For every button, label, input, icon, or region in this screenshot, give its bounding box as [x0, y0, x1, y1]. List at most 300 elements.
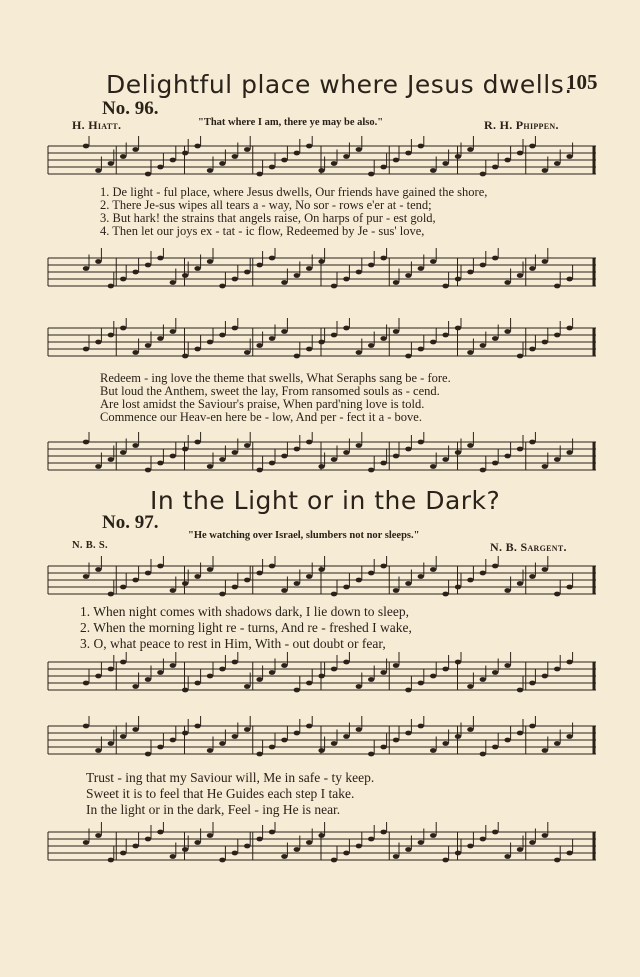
note-head: [219, 667, 225, 672]
note-head: [108, 457, 114, 462]
note-head: [343, 450, 349, 455]
note-head: [442, 592, 448, 597]
hymn-97-motto: "He watching over Israel, slumbers not nor sleeps.": [188, 530, 420, 541]
note-head: [207, 464, 213, 469]
note-head: [504, 329, 510, 334]
note-head: [504, 854, 510, 859]
note-head: [405, 581, 411, 586]
note-head: [554, 667, 560, 672]
hymn-96-treble-staff-2: [46, 318, 598, 368]
note-head: [207, 259, 213, 264]
note-head: [430, 833, 436, 838]
note-head: [157, 336, 163, 341]
note-head: [132, 147, 138, 152]
note-head: [269, 256, 275, 261]
note-head: [542, 340, 548, 345]
hymn-97-treble-staff-2: [46, 716, 598, 766]
note-head: [418, 144, 424, 149]
note-head: [455, 154, 461, 159]
note-head: [331, 284, 337, 289]
note-head: [83, 574, 89, 579]
note-head: [244, 443, 250, 448]
note-head: [294, 581, 300, 586]
hymn-96-treble-staff-1: [46, 136, 598, 186]
note-head: [95, 748, 101, 753]
note-head: [157, 461, 163, 466]
note-head: [194, 266, 200, 271]
note-head: [132, 684, 138, 689]
note-head: [566, 734, 572, 739]
note-head: [306, 574, 312, 579]
note-head: [492, 336, 498, 341]
note-head: [504, 280, 510, 285]
note-head: [120, 277, 126, 282]
note-head: [294, 151, 300, 156]
note-head: [244, 684, 250, 689]
note-head: [480, 468, 486, 473]
note-head: [492, 256, 498, 261]
note-head: [393, 738, 399, 743]
hymn-97-number: No. 97.: [102, 512, 159, 533]
note-head: [83, 347, 89, 352]
note-head: [145, 677, 151, 682]
note-head: [120, 660, 126, 665]
note-head: [244, 147, 250, 152]
note-head: [170, 854, 176, 859]
note-head: [343, 660, 349, 665]
note-head: [294, 731, 300, 736]
note-head: [480, 343, 486, 348]
note-head: [517, 273, 523, 278]
note-head: [492, 745, 498, 750]
note-head: [194, 144, 200, 149]
note-head: [244, 578, 250, 583]
lyric-line: 3. O, what peace to rest in Him, With - out doubt or fear,: [80, 636, 386, 651]
note-head: [194, 724, 200, 729]
hymn-96-bass-staff-2: [46, 432, 598, 482]
note-head: [455, 277, 461, 282]
note-head: [529, 347, 535, 352]
note-head: [145, 343, 151, 348]
note-head: [517, 731, 523, 736]
lyric-line: Are lost amidst the Saviour's praise, When pard'ning love is told.: [100, 397, 425, 411]
note-head: [343, 154, 349, 159]
hymn-97-composer-left: N. B. S.: [72, 540, 108, 551]
note-head: [269, 336, 275, 341]
note-head: [108, 284, 114, 289]
note-head: [331, 333, 337, 338]
note-head: [108, 667, 114, 672]
note-head: [83, 681, 89, 686]
note-head: [132, 578, 138, 583]
lyric-line: In the light or in the dark, Feel - ing He is near.: [86, 802, 341, 817]
note-head: [145, 571, 151, 576]
note-head: [418, 347, 424, 352]
note-head: [554, 592, 560, 597]
note-head: [405, 847, 411, 852]
note-head: [318, 674, 324, 679]
note-head: [542, 464, 548, 469]
lyric-line: 2. When the morning light re - turns, And re - freshed I wake,: [80, 620, 412, 635]
note-head: [219, 333, 225, 338]
note-head: [318, 340, 324, 345]
note-head: [219, 858, 225, 863]
note-head: [529, 440, 535, 445]
note-head: [256, 468, 262, 473]
note-head: [467, 727, 473, 732]
note-head: [467, 147, 473, 152]
note-head: [542, 168, 548, 173]
note-head: [281, 663, 287, 668]
note-head: [207, 674, 213, 679]
note-head: [219, 161, 225, 166]
note-head: [542, 833, 548, 838]
note-head: [430, 567, 436, 572]
note-head: [356, 350, 362, 355]
note-head: [331, 592, 337, 597]
note-head: [232, 277, 238, 282]
hymn-96-number: No. 96.: [102, 98, 159, 119]
note-head: [120, 585, 126, 590]
note-head: [207, 567, 213, 572]
note-head: [232, 154, 238, 159]
note-head: [170, 454, 176, 459]
lyric-line: 2. There Je-sus wipes all tears a - way, No sor - rows e'er at - tend;: [100, 198, 432, 212]
note-head: [356, 727, 362, 732]
note-head: [306, 347, 312, 352]
note-head: [294, 688, 300, 693]
note-head: [554, 333, 560, 338]
note-head: [108, 858, 114, 863]
note-head: [343, 851, 349, 856]
note-head: [170, 329, 176, 334]
note-head: [306, 144, 312, 149]
note-head: [232, 851, 238, 856]
note-head: [542, 748, 548, 753]
note-head: [554, 161, 560, 166]
note-head: [256, 677, 262, 682]
note-head: [455, 851, 461, 856]
note-head: [554, 457, 560, 462]
note-head: [554, 284, 560, 289]
note-head: [207, 340, 213, 345]
note-head: [182, 447, 188, 452]
note-head: [306, 724, 312, 729]
note-head: [430, 340, 436, 345]
note-head: [566, 450, 572, 455]
note-head: [145, 172, 151, 177]
hymn-97-system2-lyrics: [86, 770, 374, 818]
note-head: [467, 350, 473, 355]
lyric-line: Commence our Heav-en here be - low, And per - fect it a - bove.: [100, 410, 422, 424]
note-head: [108, 333, 114, 338]
note-head: [232, 450, 238, 455]
note-head: [467, 684, 473, 689]
note-head: [219, 592, 225, 597]
note-head: [281, 588, 287, 593]
note-head: [405, 688, 411, 693]
note-head: [467, 270, 473, 275]
note-head: [281, 158, 287, 163]
note-head: [393, 280, 399, 285]
lyric-line: But loud the Anthem, sweet the lay, From ransomed souls as - cend.: [100, 384, 440, 398]
note-head: [95, 464, 101, 469]
note-head: [244, 727, 250, 732]
note-head: [380, 336, 386, 341]
note-head: [219, 741, 225, 746]
note-head: [368, 837, 374, 842]
note-head: [294, 354, 300, 359]
note-head: [343, 326, 349, 331]
note-head: [430, 674, 436, 679]
note-head: [566, 660, 572, 665]
note-head: [256, 263, 262, 268]
note-head: [480, 571, 486, 576]
note-head: [517, 151, 523, 156]
note-head: [492, 830, 498, 835]
note-head: [120, 326, 126, 331]
note-head: [157, 256, 163, 261]
note-head: [83, 724, 89, 729]
note-head: [269, 670, 275, 675]
hymn-97-system1-lyrics: [80, 604, 412, 652]
note-head: [405, 273, 411, 278]
note-head: [120, 851, 126, 856]
note-head: [95, 340, 101, 345]
note-head: [194, 574, 200, 579]
note-head: [405, 447, 411, 452]
note-head: [542, 674, 548, 679]
note-head: [170, 158, 176, 163]
note-head: [504, 588, 510, 593]
note-head: [108, 161, 114, 166]
note-head: [182, 354, 188, 359]
note-head: [256, 837, 262, 842]
note-head: [504, 738, 510, 743]
note-head: [269, 745, 275, 750]
note-head: [368, 571, 374, 576]
lyric-line: 4. Then let our joys ex - tat - ic flow, Redeemed by Je - sus' love,: [100, 224, 425, 238]
note-head: [356, 684, 362, 689]
note-head: [380, 256, 386, 261]
note-head: [157, 830, 163, 835]
note-head: [393, 588, 399, 593]
note-head: [405, 151, 411, 156]
note-head: [504, 663, 510, 668]
note-head: [318, 833, 324, 838]
hymn-97-bass-staff-1: [46, 652, 598, 702]
note-head: [405, 354, 411, 359]
note-head: [157, 564, 163, 569]
lyric-line: Sweet it is to feel that He Guides each step I take.: [86, 786, 355, 801]
hymn-97-bass-staff-2: [46, 822, 598, 872]
note-head: [170, 588, 176, 593]
lyric-line: 1. De light - ful place, where Jesus dwells, Our friends have gained the shore,: [100, 185, 488, 199]
note-head: [455, 450, 461, 455]
note-head: [492, 564, 498, 569]
note-head: [492, 670, 498, 675]
note-head: [554, 741, 560, 746]
note-head: [244, 844, 250, 849]
note-head: [145, 837, 151, 842]
note-head: [467, 844, 473, 849]
note-head: [108, 741, 114, 746]
hymn-96-composer-right: R. H. Phippen.: [484, 118, 559, 132]
note-head: [331, 667, 337, 672]
hymn-97-treble-staff-1: [46, 556, 598, 606]
note-head: [145, 263, 151, 268]
note-head: [356, 844, 362, 849]
note-head: [318, 464, 324, 469]
note-head: [294, 273, 300, 278]
note-head: [455, 585, 461, 590]
note-head: [132, 443, 138, 448]
note-head: [566, 585, 572, 590]
note-head: [256, 571, 262, 576]
note-head: [430, 464, 436, 469]
note-head: [566, 277, 572, 282]
note-head: [480, 752, 486, 757]
note-head: [418, 681, 424, 686]
note-head: [194, 681, 200, 686]
note-head: [418, 724, 424, 729]
note-head: [95, 833, 101, 838]
note-head: [294, 447, 300, 452]
note-head: [232, 585, 238, 590]
note-head: [368, 172, 374, 177]
note-head: [393, 663, 399, 668]
note-head: [83, 440, 89, 445]
note-head: [368, 263, 374, 268]
note-head: [393, 454, 399, 459]
lyric-line: 1. When night comes with shadows dark, I lie down to sleep,: [80, 604, 409, 619]
lyric-line: Trust - ing that my Saviour will, Me in safe - ty keep.: [86, 770, 375, 785]
note-head: [83, 144, 89, 149]
note-head: [517, 354, 523, 359]
note-head: [232, 734, 238, 739]
note-head: [157, 670, 163, 675]
note-head: [269, 564, 275, 569]
note-head: [356, 270, 362, 275]
note-head: [566, 326, 572, 331]
note-head: [207, 833, 213, 838]
note-head: [442, 741, 448, 746]
note-head: [393, 329, 399, 334]
note-head: [504, 454, 510, 459]
note-head: [269, 461, 275, 466]
note-head: [566, 851, 572, 856]
note-head: [380, 745, 386, 750]
note-head: [157, 165, 163, 170]
note-head: [455, 660, 461, 665]
note-head: [492, 165, 498, 170]
note-head: [368, 677, 374, 682]
note-head: [529, 144, 535, 149]
note-head: [517, 581, 523, 586]
note-head: [306, 840, 312, 845]
note-head: [318, 567, 324, 572]
note-head: [331, 161, 337, 166]
note-head: [95, 674, 101, 679]
note-head: [566, 154, 572, 159]
hymn-97-composer-right: N. B. Sargent.: [490, 540, 567, 554]
note-head: [95, 168, 101, 173]
note-head: [430, 748, 436, 753]
note-head: [256, 752, 262, 757]
note-head: [343, 734, 349, 739]
note-head: [529, 681, 535, 686]
note-head: [542, 259, 548, 264]
note-head: [393, 854, 399, 859]
note-head: [356, 443, 362, 448]
note-head: [380, 830, 386, 835]
note-head: [467, 443, 473, 448]
note-head: [294, 847, 300, 852]
note-head: [368, 343, 374, 348]
note-head: [480, 677, 486, 682]
note-head: [480, 263, 486, 268]
note-head: [120, 154, 126, 159]
note-head: [170, 663, 176, 668]
note-head: [232, 660, 238, 665]
note-head: [318, 259, 324, 264]
note-head: [517, 847, 523, 852]
note-head: [430, 168, 436, 173]
note-head: [343, 277, 349, 282]
note-head: [380, 165, 386, 170]
note-head: [529, 574, 535, 579]
note-head: [145, 468, 151, 473]
note-head: [442, 457, 448, 462]
note-head: [83, 266, 89, 271]
note-head: [430, 259, 436, 264]
hymn-96-motto: "That where I am, there ye may be also.": [198, 117, 384, 128]
note-head: [182, 581, 188, 586]
note-head: [542, 567, 548, 572]
note-head: [244, 270, 250, 275]
note-head: [554, 858, 560, 863]
note-head: [145, 752, 151, 757]
note-head: [132, 727, 138, 732]
note-head: [368, 468, 374, 473]
note-head: [170, 280, 176, 285]
note-head: [219, 457, 225, 462]
note-head: [331, 741, 337, 746]
hymn-96-bass-staff-1: [46, 248, 598, 298]
note-head: [517, 447, 523, 452]
note-head: [529, 840, 535, 845]
hymn-96-system2-lyrics: [100, 372, 451, 424]
note-head: [442, 161, 448, 166]
note-head: [418, 574, 424, 579]
page-number: 105: [566, 70, 598, 94]
note-head: [405, 731, 411, 736]
hymn-96-title: Delightful place where Jesus dwells.: [106, 70, 573, 99]
lyric-line: Redeem - ing love the theme that swells, What Seraphs sang be - fore.: [100, 371, 451, 385]
hymn-96-system1-lyrics: [100, 186, 487, 238]
note-head: [95, 567, 101, 572]
note-head: [504, 158, 510, 163]
note-head: [418, 266, 424, 271]
note-head: [256, 343, 262, 348]
note-head: [306, 266, 312, 271]
note-head: [418, 840, 424, 845]
note-head: [455, 326, 461, 331]
note-head: [120, 450, 126, 455]
note-head: [281, 454, 287, 459]
note-head: [256, 172, 262, 177]
note-head: [269, 165, 275, 170]
